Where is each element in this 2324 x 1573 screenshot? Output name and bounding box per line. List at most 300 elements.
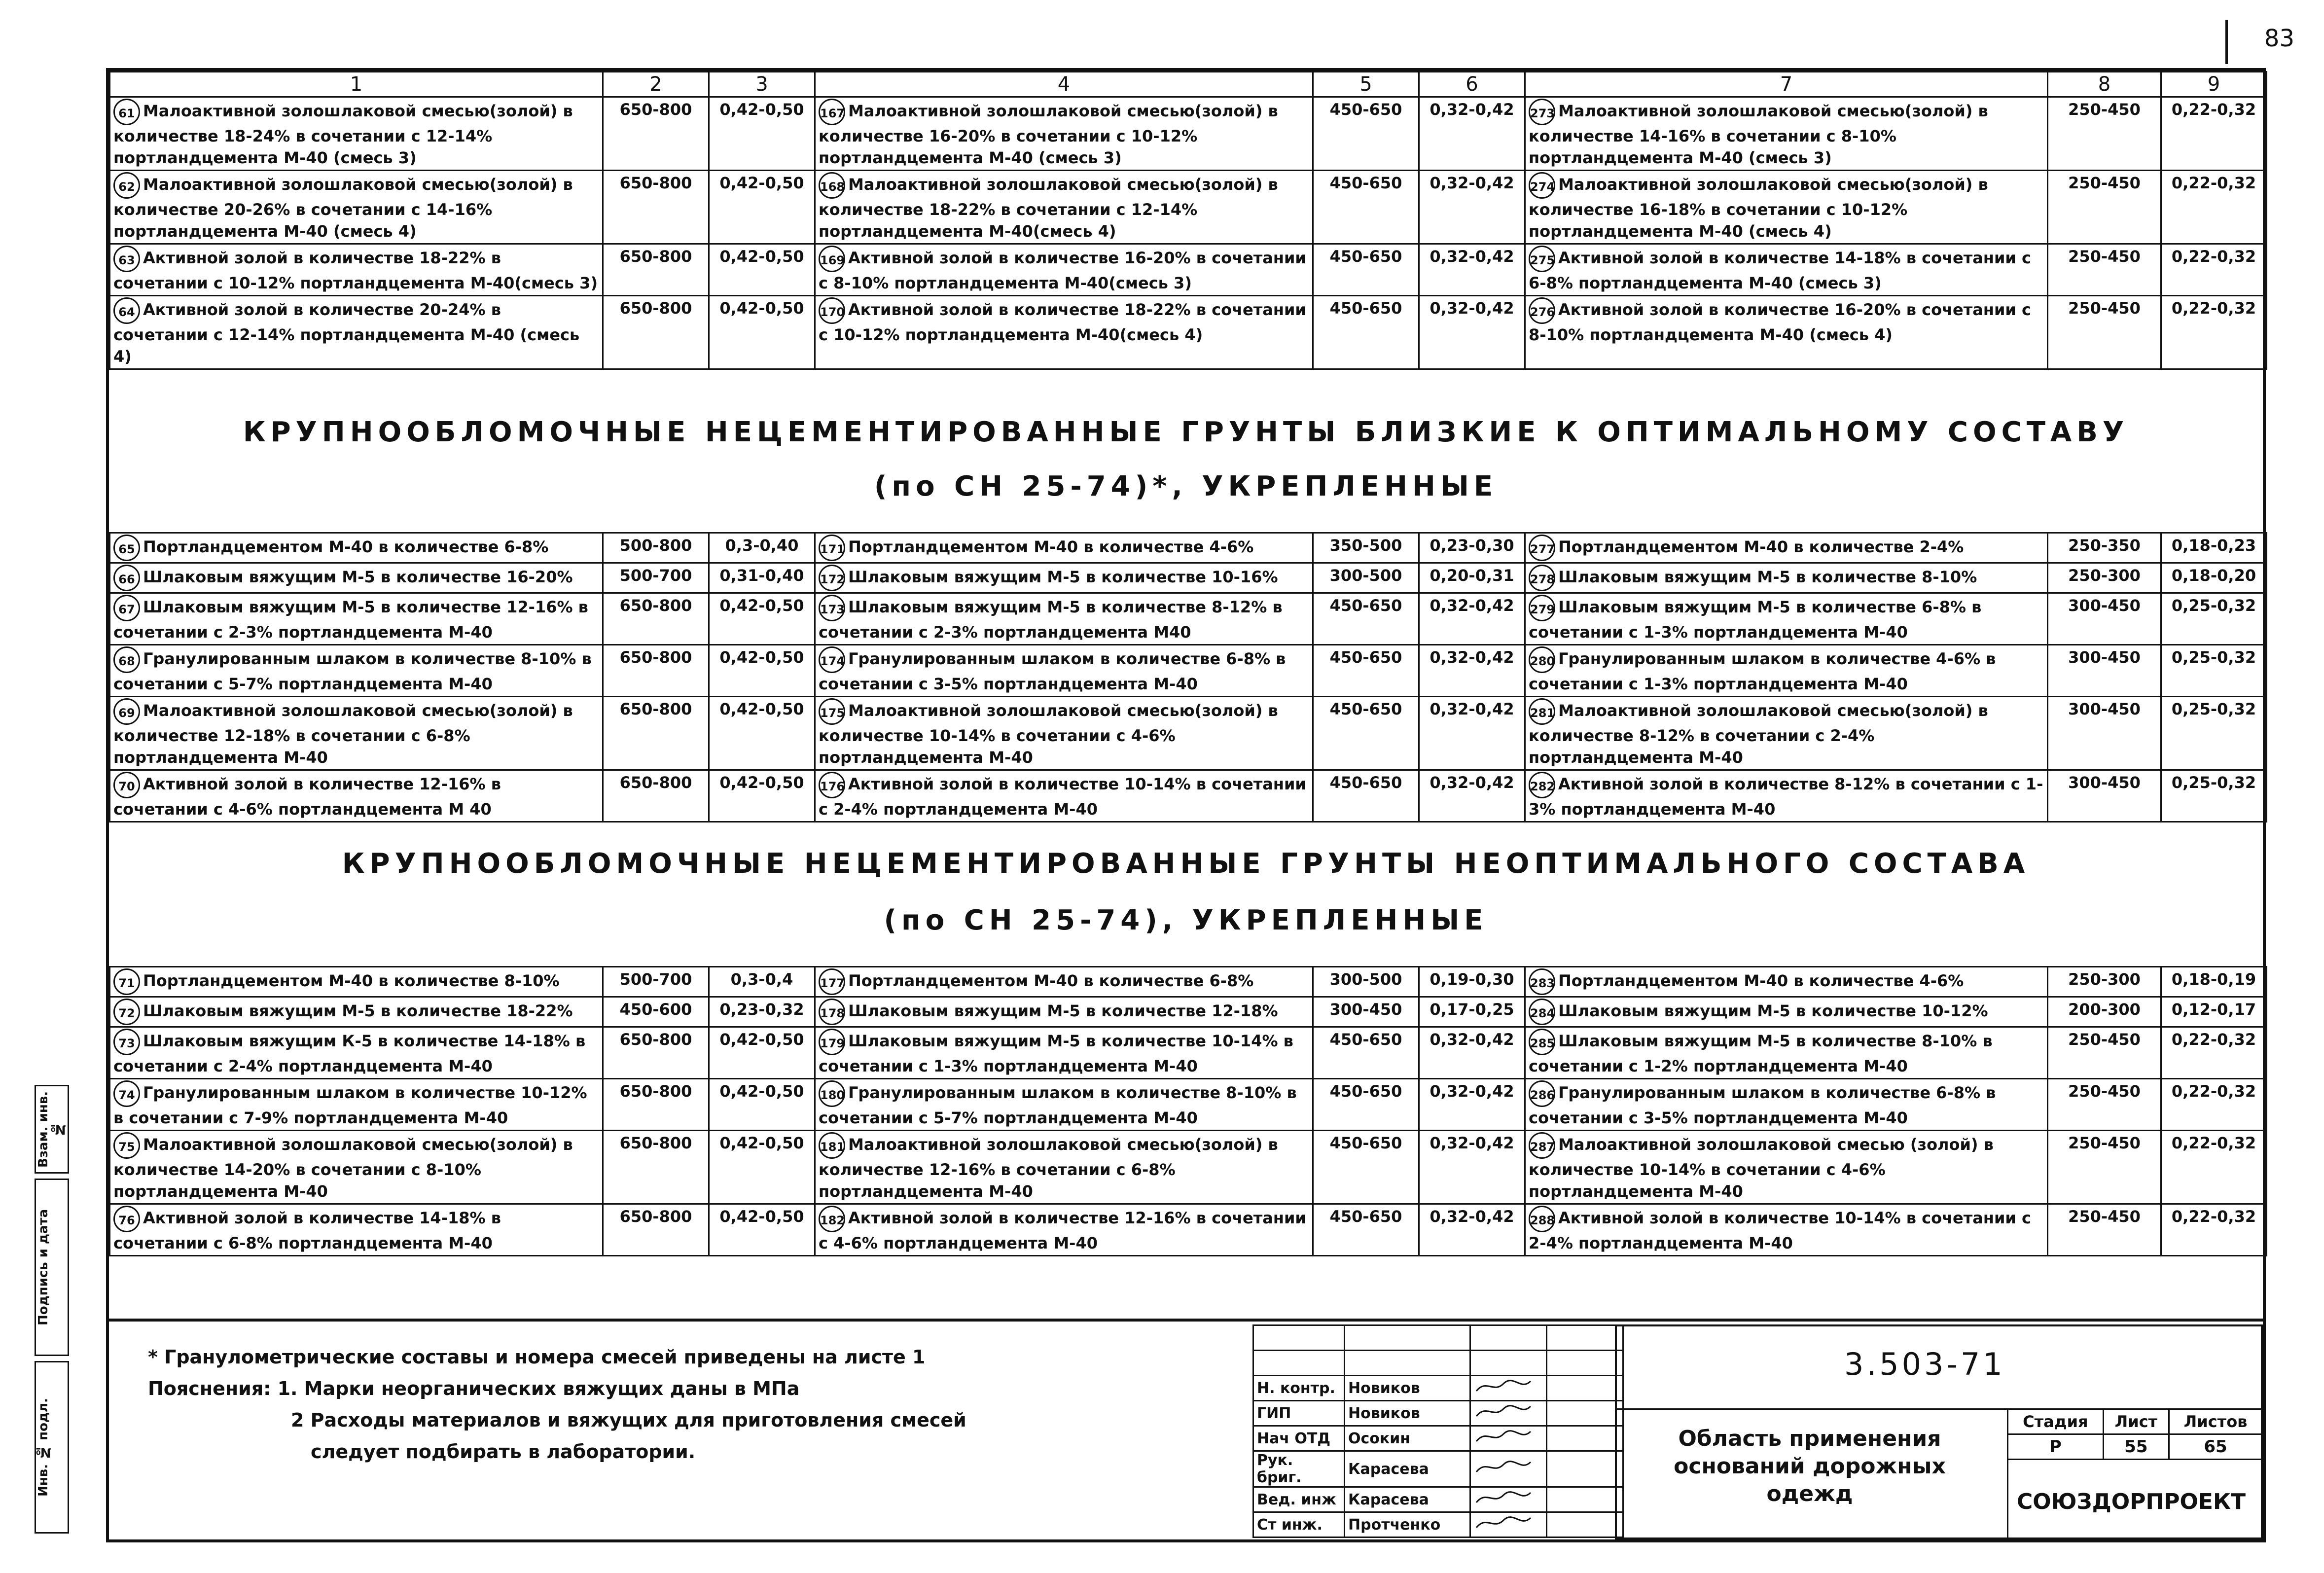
signature-row <box>1253 1512 1623 1537</box>
table-row <box>110 697 2267 770</box>
table-row <box>110 1079 2267 1131</box>
mixture-description <box>815 593 1313 645</box>
mixture-number: 176 <box>819 772 845 798</box>
coef-value: 0,22-0,32 <box>2161 1027 2267 1079</box>
coef-value: 0,17-0,25 <box>1419 997 1525 1027</box>
date <box>1547 1512 1623 1537</box>
role: Н. контр. <box>1253 1376 1345 1401</box>
strength-value: 250-450 <box>2048 244 2161 296</box>
strength-value: 450-650 <box>1313 593 1419 645</box>
mixture-text: Малоактивной золошлаковой смесью(золой) в количестве 20-26% в сочетании с 14-16% портландцемента М-40 (смесь 4) <box>113 175 573 241</box>
col-header: 5 <box>1313 72 1419 97</box>
mixture-text: Шлаковым вяжущим М-5 в количестве 8-10% <box>1558 568 1977 586</box>
strength-value: 650-800 <box>603 770 709 822</box>
strength-value: 350-500 <box>1313 533 1419 563</box>
strength-value: 450-650 <box>1313 1131 1419 1204</box>
mixture-text: Активной золой в количестве 18-22% в сочетании с 10-12% портландцемента М-40(смесь 3) <box>113 249 598 292</box>
mixture-number: 285 <box>1529 1029 1555 1055</box>
mixture-text: Шлаковым вяжущим М-5 в количестве 12-18% <box>848 1001 1278 1020</box>
mixture-text: Шлаковым вяжущим М-5 в количестве 10-12% <box>1558 1001 1988 1020</box>
note-line2: 2 Расходы материалов и вяжущих для приготовления смесей <box>291 1409 966 1431</box>
mixture-number: 72 <box>113 999 140 1025</box>
mixture-text: Портландцементом М-40 в количестве 8-10% <box>143 971 560 990</box>
mixture-number: 287 <box>1529 1132 1555 1159</box>
note-line3: следует подбирать в лаборатории. <box>311 1441 696 1463</box>
strength-value: 650-800 <box>603 1027 709 1079</box>
mixture-number: 180 <box>819 1080 845 1107</box>
mixture-number: 167 <box>819 99 845 125</box>
coef-value: 0,32-0,42 <box>1419 296 1525 369</box>
mixture-number: 277 <box>1529 535 1555 561</box>
mixture-number: 181 <box>819 1132 845 1159</box>
signature-scribble-icon <box>1474 1457 1533 1477</box>
mixture-text: Шлаковым вяжущим М-5 в количестве 18-22% <box>143 1001 573 1020</box>
header-row <box>110 72 2267 97</box>
signature-scribble-icon <box>1474 1488 1533 1507</box>
coef-value: 0,32-0,42 <box>1419 645 1525 697</box>
table-1 <box>109 71 2267 370</box>
mixture-number: 178 <box>819 999 845 1025</box>
section-heading-3: КРУПНООБЛОМОЧНЫЕ НЕЦЕМЕНТИРОВАННЫЕ ГРУНТЫ НЕОПТИМАЛЬНОГО СОСТАВА <box>342 848 2030 880</box>
mixture-description <box>110 593 603 645</box>
mixture-description <box>1525 967 2048 997</box>
mixture-description <box>815 1079 1313 1131</box>
date <box>1547 1401 1623 1426</box>
mixture-number: 70 <box>113 772 140 798</box>
date <box>1547 1451 1623 1487</box>
strength-value: 250-300 <box>2048 563 2161 593</box>
table-row <box>110 593 2267 645</box>
col-header: 1 <box>110 72 603 97</box>
drawing-sheet <box>106 68 2266 1542</box>
signature <box>1470 1401 1547 1426</box>
coef-value: 0,19-0,30 <box>1419 967 1525 997</box>
mixture-number: 73 <box>113 1029 140 1055</box>
strength-value: 250-450 <box>2048 1204 2161 1256</box>
strength-value: 250-450 <box>2048 296 2161 369</box>
stage-table <box>2007 1408 2263 1460</box>
coef-value: 0,25-0,32 <box>2161 697 2267 770</box>
table-row <box>110 1131 2267 1204</box>
mixture-text: Активной золой в количестве 8-12% в сочетании с 1-3% портландцемента М-40 <box>1529 775 2043 819</box>
signature <box>1470 1376 1547 1401</box>
strength-value: 300-450 <box>2048 770 2161 822</box>
mixture-description <box>815 770 1313 822</box>
mixture-description <box>815 967 1313 997</box>
mixture-number: 278 <box>1529 565 1555 591</box>
mixture-number: 74 <box>113 1080 140 1107</box>
table-row <box>110 563 2267 593</box>
sheets-value: 65 <box>2169 1434 2262 1460</box>
mixture-text: Активной золой в количестве 10-14% в сочетании с 2-4% портландцемента М-40 <box>819 775 1306 819</box>
mixture-number: 168 <box>819 172 845 199</box>
mixture-number: 174 <box>819 646 845 673</box>
signature <box>1470 1512 1547 1537</box>
mixture-number: 173 <box>819 595 845 621</box>
person-name: Новиков <box>1345 1401 1470 1426</box>
mixture-description <box>815 533 1313 563</box>
role: Ст инж. <box>1253 1512 1345 1537</box>
strength-value: 650-800 <box>603 171 709 244</box>
coef-value: 0,12-0,17 <box>2161 997 2267 1027</box>
strength-value: 250-300 <box>2048 967 2161 997</box>
mixture-description <box>815 997 1313 1027</box>
coef-value: 0,22-0,32 <box>2161 296 2267 369</box>
strength-value: 650-800 <box>603 645 709 697</box>
mixture-number: 182 <box>819 1206 845 1232</box>
mixture-text: Малоактивной золошлаковой смесью(золой) в количестве 18-24% в сочетании с 12-14% портландцемента М-40 (смесь 3) <box>113 102 573 167</box>
mixture-number: 275 <box>1529 246 1555 272</box>
mixture-description <box>1525 1027 2048 1079</box>
table-row <box>110 296 2267 369</box>
strength-value: 450-600 <box>603 997 709 1027</box>
strength-value: 250-450 <box>2048 97 2161 171</box>
mixture-description <box>1525 244 2048 296</box>
mixture-text: Малоактивной золошлаковой смесью (золой) в количестве 10-14% в сочетании с 4-6% портландцемента М-40 <box>1529 1135 1994 1201</box>
date <box>1547 1487 1623 1512</box>
coef-value: 0,32-0,42 <box>1419 1079 1525 1131</box>
table-row <box>110 770 2267 822</box>
mixture-number: 71 <box>113 968 140 995</box>
signature-row <box>1253 1451 1623 1487</box>
strength-value: 650-800 <box>603 1204 709 1256</box>
mixture-description <box>1525 1079 2048 1131</box>
page-corner-mark <box>2225 20 2228 64</box>
mixture-number: 172 <box>819 565 845 591</box>
mixture-text: Шлаковым вяжущим М-5 в количестве 6-8% в сочетании с 1-3% портландцемента М-40 <box>1529 598 1982 642</box>
mixture-description <box>815 244 1313 296</box>
mixture-text: Малоактивной золошлаковой смесью(золой) в количестве 18-22% в сочетании с 12-14% портландцемента М-40(смесь 4) <box>819 175 1278 241</box>
mixture-text: Активной золой в количестве 20-24% в сочетании с 12-14% портландцемента М-40 (смесь 4) <box>113 300 580 366</box>
coef-value: 0,32-0,42 <box>1419 1204 1525 1256</box>
coef-value: 0,31-0,40 <box>709 563 815 593</box>
mixture-number: 177 <box>819 968 845 995</box>
coef-value: 0,22-0,32 <box>2161 1131 2267 1204</box>
signature <box>1470 1487 1547 1512</box>
mixture-description <box>1525 296 2048 369</box>
signatures-table <box>1252 1324 1624 1538</box>
signature-scribble-icon <box>1474 1376 1533 1396</box>
col-header: 3 <box>709 72 815 97</box>
mixture-number: 169 <box>819 246 845 272</box>
strength-value: 650-800 <box>603 296 709 369</box>
mixture-text: Портландцементом М-40 в количестве 4-6% <box>1558 971 1964 990</box>
note-star: * Гранулометрические составы и номера смесей приведены на листе 1 <box>148 1346 926 1368</box>
signature <box>1470 1451 1547 1487</box>
mixture-description <box>815 296 1313 369</box>
col-header: 2 <box>603 72 709 97</box>
col-header: 8 <box>2048 72 2161 97</box>
mixture-description <box>110 697 603 770</box>
mixture-description <box>110 296 603 369</box>
mixture-number: 273 <box>1529 99 1555 125</box>
mixture-description <box>1525 171 2048 244</box>
mixture-number: 65 <box>113 535 140 561</box>
mixture-description <box>815 171 1313 244</box>
table-row <box>110 97 2267 171</box>
mixture-number: 68 <box>113 646 140 673</box>
sheet-value: 55 <box>2103 1434 2169 1460</box>
coef-value: 0,22-0,32 <box>2161 244 2267 296</box>
mixture-text: Портландцементом М-40 в количестве 6-8% <box>848 971 1254 990</box>
strength-value: 450-650 <box>1313 171 1419 244</box>
strength-value: 450-650 <box>1313 97 1419 171</box>
mixture-description <box>815 563 1313 593</box>
mixture-description <box>110 533 603 563</box>
signature <box>1470 1426 1547 1451</box>
date <box>1547 1426 1623 1451</box>
coef-value: 0,42-0,50 <box>709 1131 815 1204</box>
coef-value: 0,22-0,32 <box>2161 171 2267 244</box>
strength-value: 450-650 <box>1313 244 1419 296</box>
mixture-text: Малоактивной золошлаковой смесью(золой) в количестве 10-14% в сочетании с 4-6% портландцемента М-40 <box>819 701 1278 767</box>
strength-value: 300-450 <box>2048 593 2161 645</box>
signature-row <box>1253 1426 1623 1451</box>
mixture-description <box>1525 997 2048 1027</box>
table-row <box>110 997 2267 1027</box>
mixture-text: Шлаковым вяжущим М-5 в количестве 8-12% в сочетании с 2-3% портландцемента М40 <box>819 598 1283 642</box>
mixture-text: Малоактивной золошлаковой смесью(золой) в количестве 16-18% в сочетании с 10-12% портландцемента М-40 (смесь 4) <box>1529 175 1988 241</box>
mixture-text: Портландцементом М-40 в количестве 4-6% <box>848 537 1254 556</box>
mixture-text: Гранулированным шлаком в количестве 6-8% в сочетании с 3-5% портландцемента М-40 <box>1529 1083 1996 1127</box>
strength-value: 300-500 <box>1313 563 1419 593</box>
coef-value: 0,18-0,19 <box>2161 967 2267 997</box>
person-name: Протченко <box>1345 1512 1470 1537</box>
person-name: Новиков <box>1345 1376 1470 1401</box>
table-2 <box>109 532 2267 822</box>
coef-value: 0,32-0,42 <box>1419 770 1525 822</box>
sheet-label: Лист <box>2103 1409 2169 1434</box>
mixture-description <box>1525 770 2048 822</box>
strength-value: 200-300 <box>2048 997 2161 1027</box>
mixture-number: 175 <box>819 698 845 725</box>
mixture-number: 66 <box>113 565 140 591</box>
mixture-description <box>1525 1131 2048 1204</box>
strength-value: 500-700 <box>603 563 709 593</box>
mixture-number: 64 <box>113 297 140 324</box>
mixture-text: Шлаковым вяжущим К-5 в количестве 14-18% в сочетании с 2-4% портландцемента М-40 <box>113 1032 586 1075</box>
mixture-description <box>815 1204 1313 1256</box>
coef-value: 0,25-0,32 <box>2161 645 2267 697</box>
signature-scribble-icon <box>1474 1513 1533 1533</box>
mixture-number: 62 <box>113 172 140 199</box>
side-stamp-sign: Подпись и дата <box>35 1179 69 1356</box>
document-code: 3.503-71 <box>1844 1346 2005 1382</box>
mixture-number: 76 <box>113 1206 140 1232</box>
mixture-text: Активной золой в количестве 14-18% в сочетании с 6-8% портландцемента М-40 (смесь 3) <box>1529 249 2031 292</box>
mixture-text: Активной золой в количестве 12-16% в сочетании с 4-6% портландцемента М-40 <box>819 1209 1306 1252</box>
mixture-number: 69 <box>113 698 140 725</box>
mixture-text: Шлаковым вяжущим М-5 в количестве 10-14% в сочетании с 1-3% портландцемента М-40 <box>819 1032 1293 1075</box>
strength-value: 650-800 <box>603 1079 709 1131</box>
mixture-text: Шлаковым вяжущим М-5 в количестве 16-20% <box>143 568 573 586</box>
coef-value: 0,42-0,50 <box>709 171 815 244</box>
mixture-number: 171 <box>819 535 845 561</box>
page-number: 83 <box>2264 25 2294 52</box>
role: Рук. бриг. <box>1253 1451 1345 1487</box>
mixture-number: 170 <box>819 297 845 324</box>
strength-value: 450-650 <box>1313 770 1419 822</box>
mixture-text: Гранулированным шлаком в количестве 8-10% в сочетании с 5-7% портландцемента М-40 <box>113 649 592 693</box>
strength-value: 250-450 <box>2048 171 2161 244</box>
mixture-description <box>1525 97 2048 171</box>
table-section-1 <box>109 71 2263 370</box>
signature-row <box>1253 1401 1623 1426</box>
mixture-number: 67 <box>113 595 140 621</box>
coef-value: 0,32-0,42 <box>1419 244 1525 296</box>
mixture-text: Шлаковым вяжущим М-5 в количестве 10-16% <box>848 568 1278 586</box>
mixture-text: Активной золой в количестве 18-22% в сочетании с 10-12% портландцемента М-40(смесь 4) <box>819 300 1306 344</box>
role: Вед. инж <box>1253 1487 1345 1512</box>
strength-value: 650-800 <box>603 697 709 770</box>
mixture-number: 282 <box>1529 772 1555 798</box>
mixture-description <box>815 1131 1313 1204</box>
table-row <box>110 645 2267 697</box>
table-row <box>110 244 2267 296</box>
coef-value: 0,42-0,50 <box>709 1027 815 1079</box>
mixture-description <box>110 1204 603 1256</box>
mixture-text: Шлаковым вяжущим М-5 в количестве 12-16% в сочетании с 2-3% портландцемента М-40 <box>113 598 588 642</box>
strength-value: 300-450 <box>2048 645 2161 697</box>
table-row <box>110 1204 2267 1256</box>
mixture-number: 281 <box>1529 698 1555 725</box>
title-block-divider <box>109 1319 2263 1322</box>
mixture-text: Малоактивной золошлаковой смесью(золой) в количестве 14-20% в сочетании с 8-10% портландцемента М-40 <box>113 1135 573 1201</box>
mixture-description <box>815 697 1313 770</box>
mixture-description <box>110 1131 603 1204</box>
table-row <box>110 1027 2267 1079</box>
strength-value: 650-800 <box>603 1131 709 1204</box>
table-section-3 <box>109 966 2263 1256</box>
mixture-description <box>110 967 603 997</box>
mixture-number: 286 <box>1529 1080 1555 1107</box>
coef-value: 0,18-0,23 <box>2161 533 2267 563</box>
mixture-number: 75 <box>113 1132 140 1159</box>
col-header: 9 <box>2161 72 2267 97</box>
role: ГИП <box>1253 1401 1345 1426</box>
col-header: 6 <box>1419 72 1525 97</box>
date <box>1547 1376 1623 1401</box>
coef-value: 0,42-0,50 <box>709 697 815 770</box>
strength-value: 450-650 <box>1313 1079 1419 1131</box>
role: Нач ОТД <box>1253 1426 1345 1451</box>
note-line1: Пояснения: 1. Марки неорганических вяжущих даны в МПа <box>148 1378 800 1399</box>
coef-value: 0,23-0,30 <box>1419 533 1525 563</box>
coef-value: 0,18-0,20 <box>2161 563 2267 593</box>
mixture-text: Малоактивной золошлаковой смесью(золой) в количестве 16-20% в сочетании с 10-12% портландцемента М-40 (смесь 3) <box>819 102 1278 167</box>
strength-value: 500-700 <box>603 967 709 997</box>
mixture-number: 274 <box>1529 172 1555 199</box>
strength-value: 250-450 <box>2048 1131 2161 1204</box>
mixture-text: Малоактивной золошлаковой смесью(золой) в количестве 12-16% в сочетании с 6-8% портландцемента М-40 <box>819 1135 1278 1201</box>
coef-value: 0,3-0,4 <box>709 967 815 997</box>
strength-value: 450-650 <box>1313 645 1419 697</box>
notes <box>148 1341 1183 1467</box>
mixture-text: Малоактивной золошлаковой смесью(золой) в количестве 8-12% в сочетании с 2-4% портландцемента М-40 <box>1529 701 1988 767</box>
person-name: Осокин <box>1345 1426 1470 1451</box>
table-row <box>110 533 2267 563</box>
mixture-description <box>815 645 1313 697</box>
mixture-number: 61 <box>113 99 140 125</box>
coef-value: 0,42-0,50 <box>709 645 815 697</box>
mixture-number: 288 <box>1529 1206 1555 1232</box>
mixture-text: Активной золой в количестве 16-20% в сочетании с 8-10% портландцемента М-40(смесь 3) <box>819 249 1306 292</box>
strength-value: 450-650 <box>1313 1204 1419 1256</box>
strength-value: 300-500 <box>1313 967 1419 997</box>
coef-value: 0,23-0,32 <box>709 997 815 1027</box>
table-section-2 <box>109 532 2263 822</box>
coef-value: 0,22-0,32 <box>2161 1204 2267 1256</box>
mixture-text: Шлаковым вяжущим М-5 в количестве 8-10% в сочетании с 1-2% портландцемента М-40 <box>1529 1032 1993 1075</box>
mixture-description <box>1525 593 2048 645</box>
mixture-description <box>1525 697 2048 770</box>
col-header: 7 <box>1525 72 2048 97</box>
mixture-description <box>1525 533 2048 563</box>
coef-value: 0,32-0,42 <box>1419 1027 1525 1079</box>
strength-value: 650-800 <box>603 97 709 171</box>
signature-row <box>1253 1487 1623 1512</box>
mixture-number: 63 <box>113 246 140 272</box>
table-row <box>110 171 2267 244</box>
mixture-description <box>815 1027 1313 1079</box>
strength-value: 450-650 <box>1313 296 1419 369</box>
mixture-number: 283 <box>1529 968 1555 995</box>
mixture-description <box>1525 563 2048 593</box>
mixture-text: Портландцементом М-40 в количестве 6-8% <box>143 537 549 556</box>
signature-scribble-icon <box>1474 1401 1533 1421</box>
mixture-description <box>110 1079 603 1131</box>
coef-value: 0,32-0,42 <box>1419 171 1525 244</box>
mixture-description <box>110 1027 603 1079</box>
strength-value: 250-450 <box>2048 1079 2161 1131</box>
section-heading-3-sub: (по СН 25-74), УКРЕПЛЕННЫЕ <box>884 904 1488 936</box>
stage-value: Р <box>2008 1434 2104 1460</box>
coef-value: 0,22-0,32 <box>2161 97 2267 171</box>
mixture-description <box>110 171 603 244</box>
mixture-text: Малоактивной золошлаковой смесью(золой) в количестве 14-16% в сочетании с 8-10% портландцемента М-40 (смесь 3) <box>1529 102 1988 167</box>
stage-label: Стадия <box>2008 1409 2104 1434</box>
strength-value: 650-800 <box>603 593 709 645</box>
mixture-number: 276 <box>1529 297 1555 324</box>
coef-value: 0,32-0,42 <box>1419 1131 1525 1204</box>
mixture-description <box>110 645 603 697</box>
mixture-description <box>110 563 603 593</box>
mixture-description <box>1525 645 2048 697</box>
mixture-number: 179 <box>819 1029 845 1055</box>
signature-scribble-icon <box>1474 1427 1533 1446</box>
side-stamp-orig: Инв. № подл. <box>35 1361 69 1534</box>
mixture-text: Активной золой в количестве 16-20% в сочетании с 8-10% портландцемента М-40 (смесь 4) <box>1529 300 2031 344</box>
mixture-description <box>110 97 603 171</box>
coef-value: 0,22-0,32 <box>2161 1079 2267 1131</box>
col-header: 4 <box>815 72 1313 97</box>
sheet-title: Область применения оснований дорожных одежд <box>1674 1426 1946 1506</box>
mixture-text: Активной золой в количестве 10-14% в сочетании с 2-4% портландцемента М-40 <box>1529 1209 2031 1252</box>
coef-value: 0,32-0,42 <box>1419 697 1525 770</box>
mixture-description <box>1525 1204 2048 1256</box>
mixture-description <box>110 770 603 822</box>
mixture-text: Гранулированным шлаком в количестве 10-12% в сочетании с 7-9% портландцемента М-40 <box>113 1083 587 1127</box>
mixture-text: Малоактивной золошлаковой смесью(золой) в количестве 12-18% в сочетании с 6-8% портландцемента М-40 <box>113 701 573 767</box>
coef-value: 0,42-0,50 <box>709 296 815 369</box>
coef-value: 0,42-0,50 <box>709 1079 815 1131</box>
coef-value: 0,42-0,50 <box>709 770 815 822</box>
coef-value: 0,42-0,50 <box>709 97 815 171</box>
table-row <box>110 967 2267 997</box>
mixture-text: Гранулированным шлаком в количестве 6-8% в сочетании с 3-5% портландцемента М-40 <box>819 649 1286 693</box>
mixture-number: 280 <box>1529 646 1555 673</box>
mixture-text: Активной золой в количестве 14-18% в сочетании с 6-8% портландцемента М-40 <box>113 1209 501 1252</box>
